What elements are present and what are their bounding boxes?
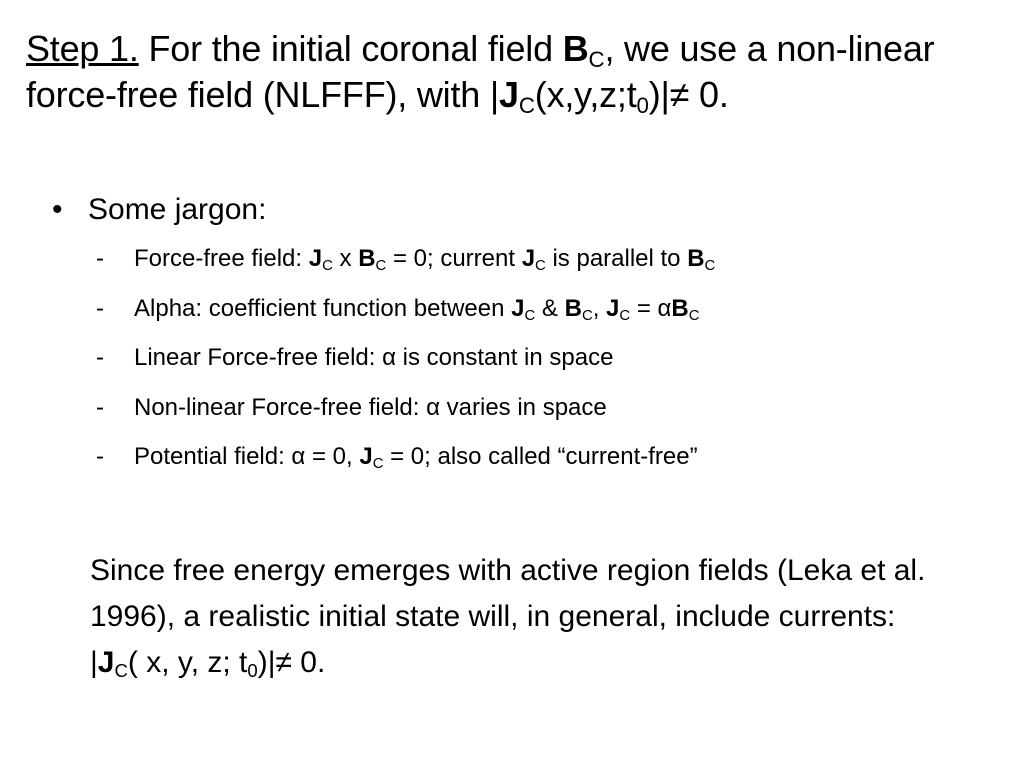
bullet-marker: •	[52, 193, 63, 226]
title-text: For the initial coronal field	[138, 28, 563, 69]
item-text: &	[535, 294, 565, 322]
jargon-item-potential	[96, 442, 715, 492]
dash-marker: -	[96, 245, 104, 272]
title-subscript: C	[588, 47, 605, 73]
item-text: = 0; current	[386, 245, 522, 272]
jargon-item-alpha	[96, 294, 715, 344]
bullet-text: Some jargon:	[88, 193, 267, 226]
jargon-item-linear	[96, 343, 715, 393]
subscript: C	[375, 258, 387, 275]
j-symbol: J	[511, 294, 525, 322]
title-subscript: 0	[636, 93, 649, 119]
dash-marker: -	[96, 294, 104, 322]
item-text: Linear Force-free field: α is constant in space	[134, 344, 614, 371]
subscript: 0	[247, 660, 258, 682]
b-symbol: B	[687, 245, 705, 272]
j-symbol: J	[97, 646, 115, 679]
subscript: C	[114, 660, 128, 682]
title-b-symbol: B	[562, 28, 589, 69]
subscript: C	[619, 307, 631, 324]
j-symbol: J	[359, 443, 373, 470]
paragraph-text: ( x, y, z; t	[127, 646, 248, 679]
slide-title	[26, 26, 1001, 118]
subscript: C	[535, 258, 546, 275]
title-subscript: C	[518, 93, 535, 119]
paragraph-text: )|≠ 0.	[257, 646, 326, 679]
jargon-item-nonlinear	[96, 393, 715, 443]
subscript: C	[322, 258, 333, 275]
b-symbol: B	[564, 294, 582, 322]
free-energy-paragraph	[90, 548, 950, 686]
dash-marker: -	[96, 443, 104, 470]
item-text: Potential field: α = 0,	[134, 443, 360, 470]
dash-marker: -	[96, 393, 104, 421]
title-j-symbol: J	[499, 74, 519, 115]
jargon-item-force-free	[96, 244, 715, 294]
subscript: C	[581, 307, 593, 324]
item-text: = α	[630, 294, 672, 322]
title-text: , we use a non-linear force-free field (NLFFF), with |	[26, 28, 935, 115]
dash-marker: -	[96, 344, 104, 371]
b-symbol: B	[671, 294, 689, 322]
subscript: C	[372, 456, 384, 473]
b-symbol: B	[358, 245, 376, 272]
item-text: ,	[592, 294, 607, 322]
item-text: Force-free field:	[134, 245, 309, 272]
title-text: )|≠ 0.	[648, 74, 729, 115]
subscript: C	[688, 307, 700, 324]
paragraph-text: Since free energy emerges with active region fields (Leka et al. 1996), a realistic initial state will, in general, include currents: |	[90, 554, 926, 679]
bullet-some-jargon	[52, 190, 266, 230]
j-symbol: J	[521, 245, 536, 272]
item-text: = 0; also called “current-free”	[383, 443, 698, 470]
subscript: C	[524, 307, 536, 324]
item-text: x	[332, 245, 359, 272]
item-text: is parallel to	[545, 245, 688, 272]
item-text: Non-linear Force-free field: α varies in space	[134, 393, 607, 421]
j-symbol: J	[606, 294, 620, 322]
step-label: Step 1.	[26, 28, 139, 69]
item-text: Alpha: coefficient function between	[134, 294, 512, 322]
subscript: C	[704, 258, 716, 275]
jargon-list	[96, 244, 715, 492]
title-text: (x,y,z;t	[534, 74, 637, 115]
j-symbol: J	[308, 245, 323, 272]
